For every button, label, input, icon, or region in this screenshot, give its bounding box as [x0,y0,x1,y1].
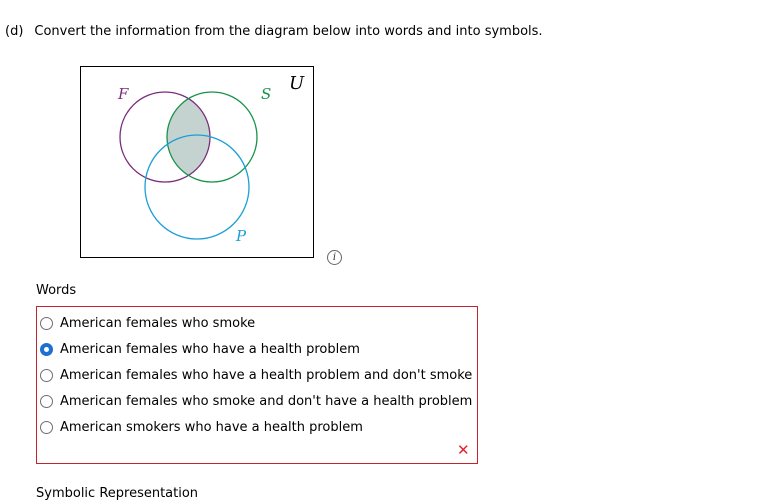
question-text: Convert the information from the diagram below into words and into symbols. [34,24,543,39]
option-label: American females who have a health problem and don't smoke [60,367,473,383]
radio-button[interactable] [40,421,53,434]
radio-button[interactable] [40,317,53,330]
venn-label-u: U [289,73,305,94]
info-icon[interactable]: i [327,250,342,265]
incorrect-x-icon: ✕ [457,441,470,459]
radio-button-selected[interactable] [40,343,53,356]
option-label: American females who smoke [60,315,256,331]
option-females-who-smoke[interactable] [40,314,255,332]
venn-diagram [80,66,314,258]
option-smokers-health-problem[interactable] [40,418,363,436]
option-label: American females who have a health problem [60,341,360,357]
option-label: American smokers who have a health problem [60,419,363,435]
question-prompt [5,24,543,39]
option-females-health-problem-dont-smoke[interactable] [40,366,472,384]
words-section-label: Words [36,283,77,298]
option-label: American females who smoke and don't have a health problem [60,393,473,409]
venn-label-f: F [118,85,129,103]
symbolic-section-label: Symbolic Representation [36,486,199,501]
venn-label-s: S [261,85,272,103]
radio-button[interactable] [40,395,53,408]
venn-svg [81,67,313,257]
radio-button[interactable] [40,369,53,382]
option-females-smoke-no-health-problem[interactable] [40,392,472,410]
words-answer-box [36,306,478,464]
question-part-label: (d) [5,24,24,39]
venn-label-p: P [236,227,247,245]
option-females-health-problem[interactable] [40,340,360,358]
